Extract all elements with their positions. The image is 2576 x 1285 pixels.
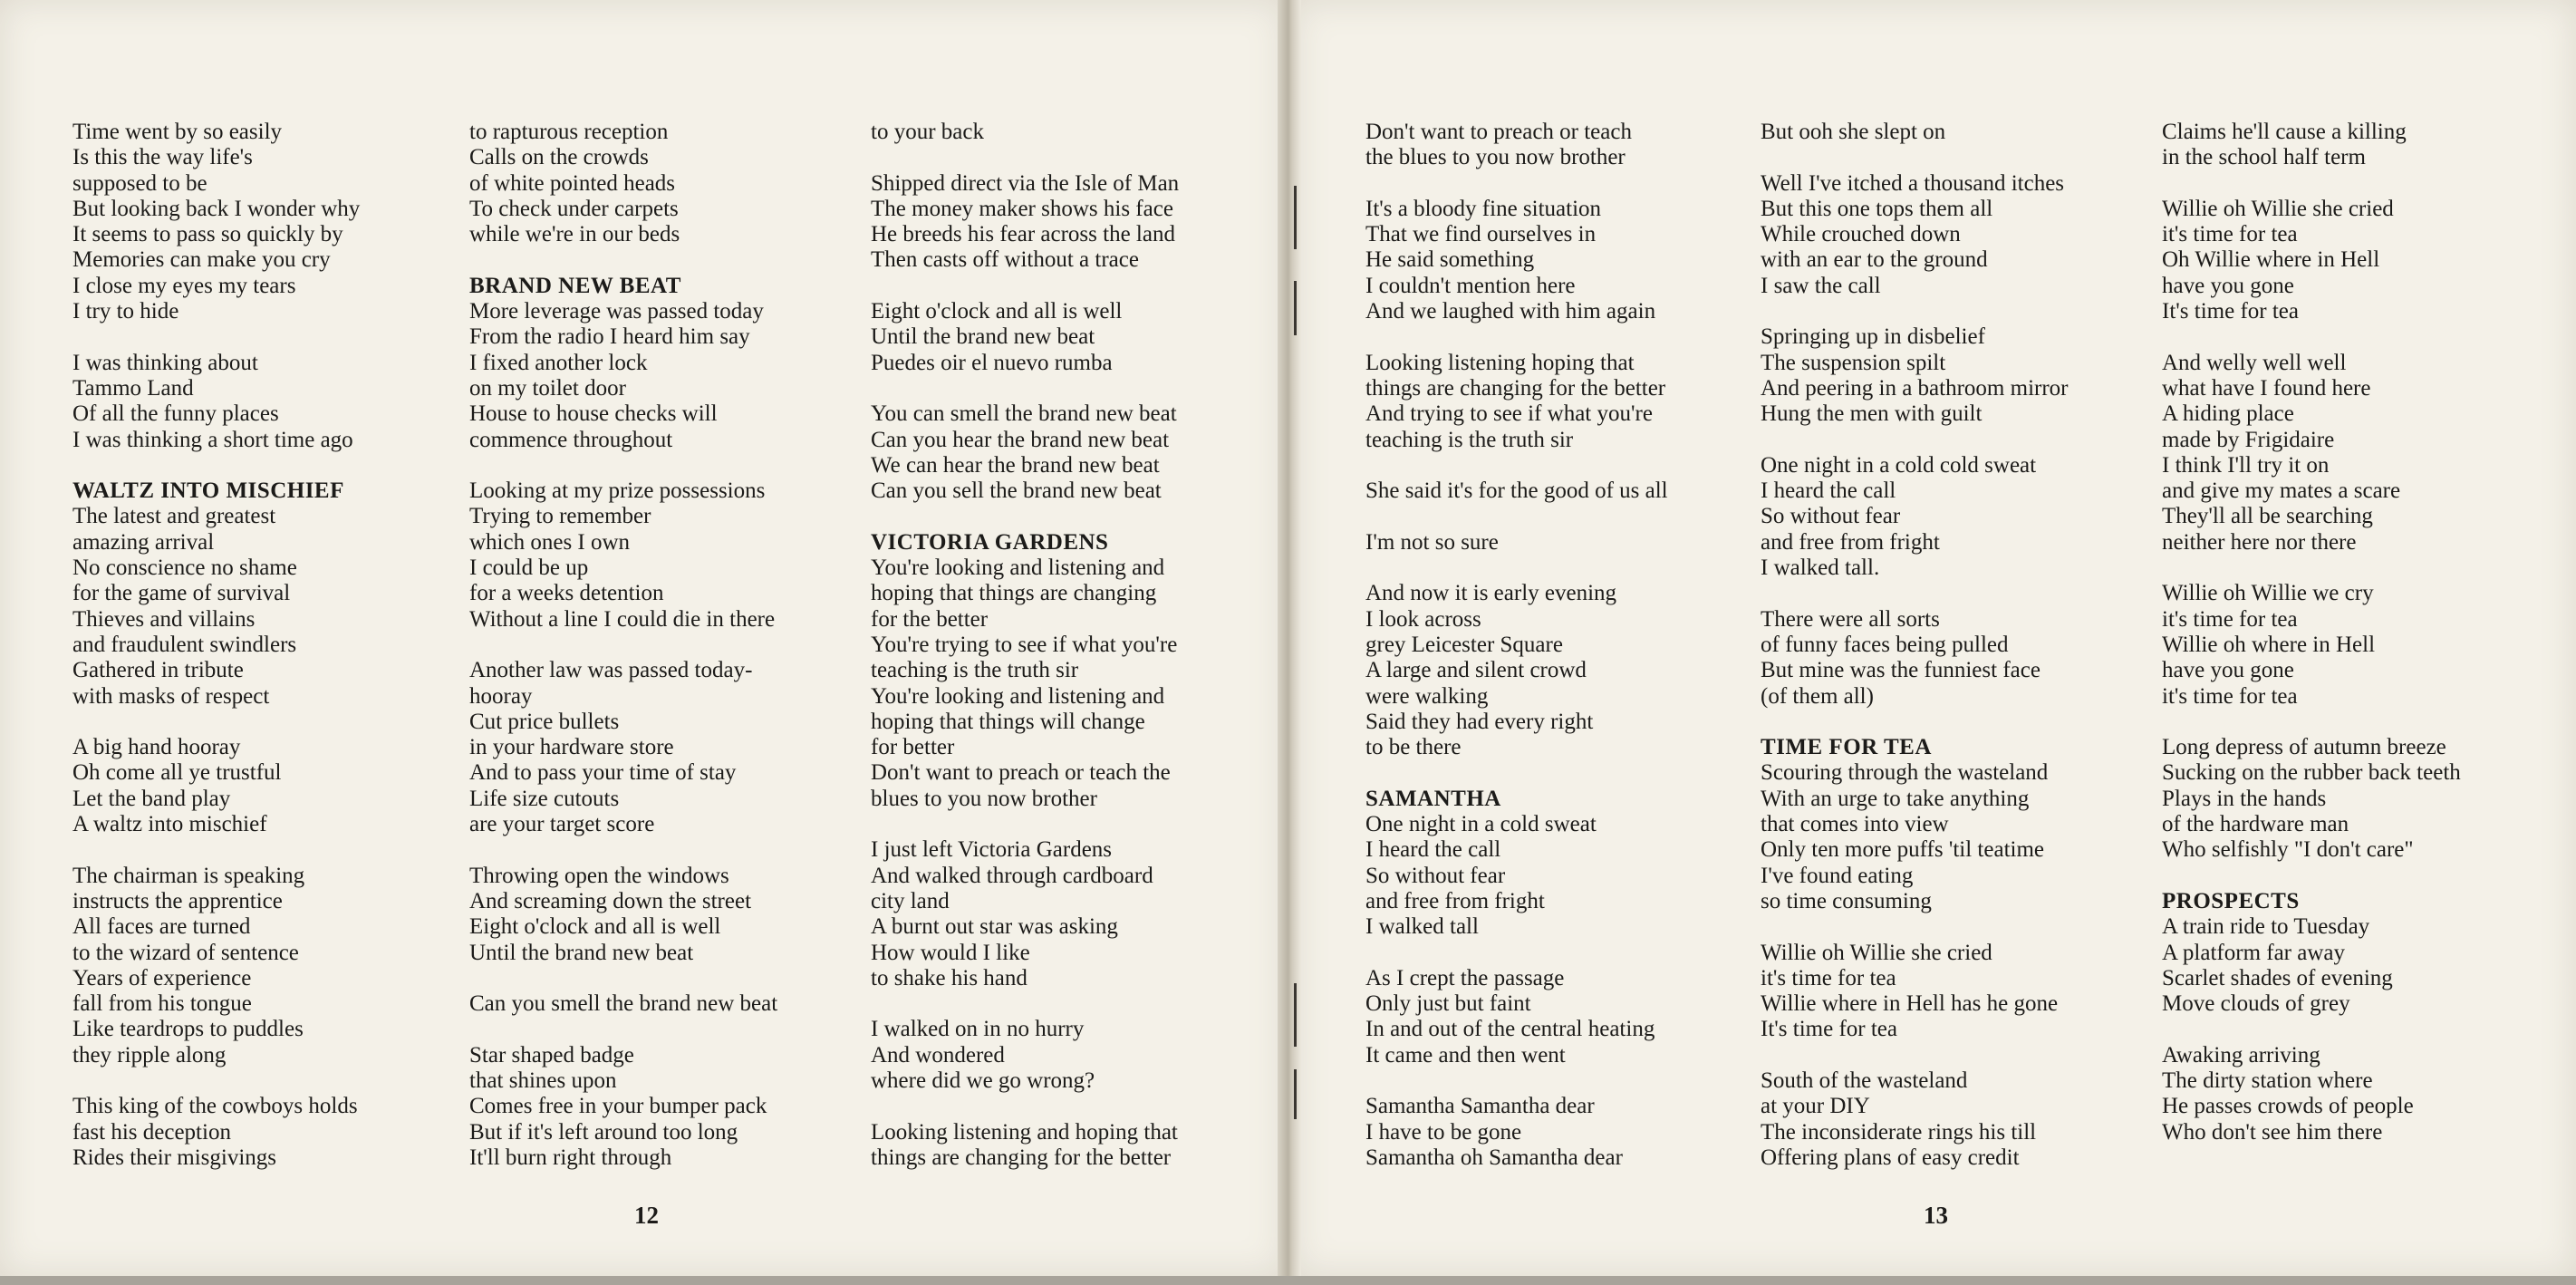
- lyric-line: One night in a cold sweat: [1365, 812, 1597, 837]
- stanza: [1761, 607, 2069, 710]
- lyric-line: The chairman is speaking: [72, 863, 305, 888]
- song-title: WALTZ INTO MISCHIEF: [72, 478, 344, 504]
- lyric-line: A platform far away: [2162, 940, 2346, 965]
- lyric-line: Willie oh where in Hell: [2162, 632, 2376, 657]
- lyric-line: of white pointed heads: [469, 170, 676, 196]
- lyric-line: on my toilet door: [469, 375, 626, 401]
- lyric-line: Awaking arriving: [2162, 1042, 2320, 1068]
- stanza: [469, 1043, 777, 1171]
- scan-edge: [0, 1276, 2576, 1285]
- lyric-line: where did we go wrong?: [871, 1068, 1095, 1093]
- stanza: [871, 401, 1179, 504]
- lyric-line: while we're in our beds: [469, 222, 680, 247]
- stanza: [1365, 530, 1668, 556]
- lyric-line: neither here nor there: [2162, 529, 2357, 555]
- lyric-line: Don't want to preach or teach the: [871, 760, 1171, 786]
- lyric-line: and free from fright: [1365, 888, 1545, 913]
- lyric-line: He said something: [1365, 247, 1535, 273]
- lyric-line: for the better: [871, 606, 989, 632]
- lyrics-column: [2162, 120, 2461, 1145]
- lyric-line: From the radio I heard him say: [469, 324, 750, 350]
- lyric-line: And walked through cardboard: [871, 863, 1153, 888]
- lyric-line: in your hardware store: [469, 735, 674, 760]
- lyric-line: You're looking and listening and: [871, 683, 1165, 709]
- lyric-line: I heard the call: [1365, 837, 1501, 863]
- lyric-line: More leverage was passed today: [469, 299, 764, 324]
- staple-mark: [1294, 983, 1297, 1047]
- lyric-line: Only just but faint: [1365, 991, 1531, 1017]
- lyric-line: How would I like: [871, 940, 1030, 965]
- lyric-line: things are changing for the better: [1365, 375, 1666, 401]
- lyric-line: supposed to be: [72, 170, 207, 196]
- stanza: [1365, 478, 1668, 504]
- stanza: [1761, 1068, 2069, 1171]
- lyric-line: Until the brand new beat: [469, 940, 694, 965]
- lyric-line: Samantha oh Samantha dear: [1365, 1145, 1623, 1170]
- lyric-line: Said they had every right: [1365, 709, 1594, 734]
- lyric-line: Oh Willie where in Hell: [2162, 247, 2380, 273]
- lyric-line: I just left Victoria Gardens: [871, 837, 1113, 863]
- lyric-line: so time consuming: [1761, 888, 1932, 913]
- stanza: [1365, 787, 1668, 941]
- lyric-line: it's time for tea: [1761, 965, 1896, 990]
- lyric-line: And we laughed with him again: [1365, 299, 1656, 324]
- lyric-line: blues to you now brother: [871, 786, 1097, 811]
- lyric-line: Comes free in your bumper pack: [469, 1094, 767, 1119]
- lyric-line: teaching is the truth sir: [1365, 427, 1574, 452]
- lyric-line: You can smell the brand new beat: [871, 401, 1177, 427]
- stanza: [72, 478, 360, 710]
- lyrics-column: [469, 120, 777, 1171]
- lyric-line: Only ten more puffs 'til teatime: [1761, 837, 2045, 863]
- stanza: [2162, 889, 2461, 1017]
- lyric-line: and give my mates a scare: [2162, 478, 2401, 504]
- lyric-line: Can you hear the brand new beat: [871, 427, 1170, 452]
- lyric-line: with masks of respect: [72, 683, 270, 709]
- lyric-line: and free from fright: [1761, 529, 1940, 555]
- lyric-line: Willie oh Willie we cry: [2162, 581, 2374, 606]
- lyric-line: grey Leicester Square: [1365, 632, 1563, 657]
- lyric-line: Years of experience: [72, 965, 252, 990]
- lyric-line: fast his deception: [72, 1119, 231, 1145]
- lyric-line: I look across: [1365, 606, 1481, 632]
- stanza: [1761, 941, 2069, 1043]
- lyric-line: Cut price bullets: [469, 709, 620, 734]
- lyric-line: South of the wasteland: [1761, 1068, 1968, 1093]
- lyric-line: Eight o'clock and all is well: [469, 914, 721, 940]
- lyric-line: in the school half term: [2162, 145, 2366, 170]
- lyric-line: We can hear the brand new beat: [871, 452, 1160, 478]
- lyric-line: With an urge to take anything: [1761, 786, 2030, 811]
- stanza: [469, 274, 777, 453]
- lyric-line: And welly well well: [2162, 350, 2347, 375]
- lyric-line: And trying to see if what you're: [1365, 401, 1653, 427]
- lyric-line: It's time for tea: [2162, 299, 2299, 324]
- lyric-line: I've found eating: [1761, 863, 1914, 888]
- lyric-line: Looking at my prize possessions: [469, 478, 766, 504]
- lyric-line: I could be up: [469, 556, 589, 581]
- lyric-line: of funny faces being pulled: [1761, 632, 2009, 657]
- booklet-spine: [1278, 0, 1301, 1280]
- lyric-line: I'm not so sure: [1365, 529, 1499, 555]
- lyric-line: I heard the call: [1761, 478, 1896, 504]
- lyric-line: Like teardrops to puddles: [72, 1017, 304, 1042]
- lyric-line: The suspension spilt: [1761, 350, 1946, 375]
- lyric-line: The inconsiderate rings his till: [1761, 1119, 2037, 1145]
- lyric-line: I walked tall: [1365, 914, 1479, 940]
- lyric-line: You're trying to see if what you're: [871, 632, 1178, 657]
- lyric-line: There were all sorts: [1761, 606, 1940, 632]
- lyric-line: of the hardware man: [2162, 812, 2349, 837]
- stanza: [871, 530, 1179, 812]
- stanza: [2162, 120, 2461, 171]
- lyric-line: I couldn't mention here: [1365, 273, 1576, 298]
- lyric-line: A waltz into mischief: [72, 812, 267, 837]
- lyric-line: The dirty station where: [2162, 1068, 2373, 1093]
- lyric-line: I try to hide: [72, 299, 179, 324]
- lyric-line: Trying to remember: [469, 504, 651, 529]
- lyric-line: A hiding place: [2162, 401, 2294, 427]
- lyric-line: it's time for tea: [2162, 606, 2298, 632]
- stanza: [1761, 324, 2069, 427]
- staple-mark: [1294, 281, 1297, 335]
- stanza: [871, 1120, 1179, 1172]
- lyric-line: for a weeks detention: [469, 581, 664, 606]
- lyric-line: Claims he'll cause a killing: [2162, 120, 2407, 144]
- lyric-line: that comes into view: [1761, 812, 1949, 837]
- lyric-line: Throwing open the windows: [469, 863, 729, 888]
- lyric-line: Move clouds of grey: [2162, 991, 2350, 1017]
- stanza: [72, 120, 360, 324]
- lyric-line: I have to be gone: [1365, 1119, 1522, 1145]
- lyric-line: Looking listening hoping that: [1365, 350, 1635, 375]
- lyric-line: the blues to you now brother: [1365, 145, 1626, 170]
- lyric-line: Time went by so easily: [72, 120, 283, 144]
- stanza: [871, 171, 1179, 274]
- lyric-line: House to house checks will: [469, 401, 718, 427]
- lyric-line: Don't want to preach or teach: [1365, 120, 1632, 144]
- lyric-line: One night in a cold cold sweat: [1761, 452, 2037, 478]
- lyric-line: for the game of survival: [72, 581, 291, 606]
- lyric-line: To check under carpets: [469, 196, 679, 221]
- lyric-line: Another law was passed today-: [469, 658, 753, 683]
- lyric-line: Is this the way life's: [72, 145, 253, 170]
- page-12: [0, 0, 1285, 1276]
- stanza: [1761, 171, 2069, 299]
- lyric-line: A burnt out star was asking: [871, 914, 1118, 940]
- lyric-line: In and out of the central heating: [1365, 1017, 1655, 1042]
- lyric-line: I saw the call: [1761, 273, 1881, 298]
- lyric-line: it's time for tea: [2162, 683, 2298, 709]
- lyric-line: Puedes oir el nuevo rumba: [871, 350, 1113, 375]
- lyric-line: they ripple along: [72, 1042, 227, 1068]
- lyric-line: Willie where in Hell has he gone: [1761, 991, 2059, 1017]
- lyric-line: And peering in a bathroom mirror: [1761, 375, 2069, 401]
- lyric-line: He breeds his fear across the land: [871, 222, 1175, 247]
- lyric-line: That we find ourselves in: [1365, 222, 1597, 247]
- lyric-line: Tammo Land: [72, 375, 194, 401]
- lyric-line: hoping that things will change: [871, 709, 1145, 734]
- lyric-line: teaching is the truth sir: [871, 658, 1079, 683]
- page-number: 12: [634, 1202, 659, 1229]
- lyric-line: (of them all): [1761, 683, 1874, 709]
- page-13: [1294, 0, 2576, 1276]
- lyrics-column: [871, 120, 1179, 1171]
- lyric-line: Rides their misgivings: [72, 1145, 276, 1170]
- lyric-line: Can you smell the brand new beat: [469, 991, 778, 1017]
- lyric-line: I fixed another lock: [469, 350, 648, 375]
- lyric-line: This king of the cowboys holds: [72, 1094, 358, 1119]
- lyric-line: And now it is early evening: [1365, 581, 1617, 606]
- lyric-line: He passes crowds of people: [2162, 1094, 2414, 1119]
- stanza: [2162, 1043, 2461, 1145]
- lyric-line: And screaming down the street: [469, 888, 752, 913]
- lyric-line: Who selfishly "I don't care": [2162, 837, 2414, 863]
- lyric-line: and fraudulent swindlers: [72, 632, 297, 657]
- lyric-line: I walked on in no hurry: [871, 1017, 1085, 1042]
- lyric-line: Willie oh Willie she cried: [1761, 940, 1992, 965]
- lyric-line: it's time for tea: [2162, 222, 2298, 247]
- lyric-line: Without a line I could die in there: [469, 606, 776, 632]
- lyric-line: hooray: [469, 683, 533, 709]
- lyric-line: Can you sell the brand new beat: [871, 478, 1162, 504]
- lyric-line: The latest and greatest: [72, 504, 276, 529]
- lyric-line: Star shaped badge: [469, 1042, 634, 1068]
- lyric-line: But looking back I wonder why: [72, 196, 361, 221]
- stanza: [1761, 453, 2069, 581]
- stanza: [469, 120, 777, 247]
- lyric-line: It's time for tea: [1761, 1017, 1897, 1042]
- lyric-line: city land: [871, 888, 950, 913]
- stanza: [469, 991, 777, 1017]
- lyric-line: Willie oh Willie she cried: [2162, 196, 2394, 221]
- song-title: PROSPECTS: [2162, 888, 2300, 913]
- lyric-line: Sucking on the rubber back teeth: [2162, 760, 2461, 786]
- lyric-line: I walked tall.: [1761, 556, 1880, 581]
- stanza: [2162, 197, 2461, 324]
- stanza: [469, 658, 777, 837]
- lyric-line: They'll all be searching: [2162, 504, 2373, 529]
- lyric-line: at your DIY: [1761, 1094, 1870, 1119]
- lyric-line: But if it's left around too long: [469, 1119, 738, 1145]
- lyric-line: Scouring through the wasteland: [1761, 760, 2049, 786]
- stanza: [871, 837, 1179, 991]
- lyric-line: instructs the apprentice: [72, 888, 283, 913]
- lyrics-column: [1761, 120, 2069, 1171]
- lyric-line: have you gone: [2162, 273, 2294, 298]
- lyric-line: Scarlet shades of evening: [2162, 965, 2393, 990]
- lyric-line: Gathered in tribute: [72, 658, 244, 683]
- lyric-line: to shake his hand: [871, 965, 1028, 990]
- song-title: BRAND NEW BEAT: [469, 273, 681, 298]
- lyric-line: It came and then went: [1365, 1042, 1566, 1068]
- staple-mark: [1294, 1069, 1297, 1119]
- lyric-line: to rapturous reception: [469, 120, 669, 144]
- lyric-line: Who don't see him there: [2162, 1119, 2383, 1145]
- lyric-line: which ones I own: [469, 529, 631, 555]
- song-title: SAMANTHA: [1365, 786, 1501, 811]
- staple-mark: [1294, 186, 1297, 249]
- lyric-line: Springing up in disbelief: [1761, 324, 1985, 350]
- lyric-line: what have I found here: [2162, 375, 2371, 401]
- stanza: [1761, 735, 2069, 914]
- stanza: [1365, 120, 1668, 171]
- lyric-line: for better: [871, 735, 955, 760]
- stanza: [2162, 351, 2461, 556]
- lyric-line: Well I've itched a thousand itches: [1761, 170, 2065, 196]
- lyric-line: But mine was the funniest face: [1761, 658, 2041, 683]
- lyric-line: Of all the funny places: [72, 401, 279, 427]
- lyric-line: As I crept the passage: [1365, 965, 1565, 990]
- lyric-line: amazing arrival: [72, 529, 215, 555]
- stanza: [72, 351, 360, 453]
- stanza: [1365, 966, 1668, 1068]
- lyric-line: While crouched down: [1761, 222, 1961, 247]
- lyric-line: with an ear to the ground: [1761, 247, 1988, 273]
- lyric-line: Hung the men with guilt: [1761, 401, 1983, 427]
- lyric-line: Offering plans of easy credit: [1761, 1145, 2020, 1170]
- stanza: [871, 120, 1179, 145]
- lyric-line: Thieves and villains: [72, 606, 256, 632]
- lyric-line: Calls on the crowds: [469, 145, 649, 170]
- stanza: [1365, 351, 1668, 453]
- stanza: [2162, 581, 2461, 709]
- lyric-line: to the wizard of sentence: [72, 940, 299, 965]
- lyric-line: You're looking and listening and: [871, 556, 1165, 581]
- page-number: 13: [1924, 1202, 1948, 1229]
- lyric-line: All faces are turned: [72, 914, 251, 940]
- lyric-line: A large and silent crowd: [1365, 658, 1587, 683]
- stanza: [1761, 120, 2069, 145]
- lyric-line: Until the brand new beat: [871, 324, 1095, 350]
- lyric-line: I was thinking a short time ago: [72, 427, 353, 452]
- lyric-line: were walking: [1365, 683, 1489, 709]
- stanza: [469, 478, 777, 633]
- stanza: [1365, 1094, 1668, 1171]
- lyric-line: Memories can make you cry: [72, 247, 331, 273]
- lyric-line: I close my eyes my tears: [72, 273, 296, 298]
- lyric-line: commence throughout: [469, 427, 673, 452]
- stanza: [72, 1094, 360, 1171]
- lyric-line: fall from his tongue: [72, 991, 252, 1017]
- lyric-line: Let the band play: [72, 786, 231, 811]
- lyrics-column: [72, 120, 360, 1171]
- lyric-line: Oh come all ye trustful: [72, 760, 282, 786]
- lyric-line: Life size cutouts: [469, 786, 620, 811]
- lyric-line: And to pass your time of stay: [469, 760, 737, 786]
- lyric-line: But ooh she slept on: [1761, 120, 1946, 144]
- lyric-line: Shipped direct via the Isle of Man: [871, 170, 1180, 196]
- stanza: [2162, 735, 2461, 863]
- lyric-line: And wondered: [871, 1042, 1005, 1068]
- lyric-line: made by Frigidaire: [2162, 427, 2335, 452]
- lyric-line: The money maker shows his face: [871, 196, 1173, 221]
- lyric-line: So without fear: [1761, 504, 1901, 529]
- stanza: [72, 864, 360, 1068]
- lyrics-column: [1365, 120, 1668, 1171]
- lyric-line: things are changing for the better: [871, 1145, 1172, 1170]
- lyric-line: Looking listening and hoping that: [871, 1119, 1178, 1145]
- lyric-line: It's a bloody fine situation: [1365, 196, 1602, 221]
- stanza: [1365, 581, 1668, 760]
- lyric-line: I was thinking about: [72, 350, 258, 375]
- lyric-line: No conscience no shame: [72, 556, 297, 581]
- lyric-line: Samantha Samantha dear: [1365, 1094, 1595, 1119]
- stanza: [72, 735, 360, 837]
- lyric-line: to be there: [1365, 735, 1462, 760]
- lyric-line: have you gone: [2162, 658, 2294, 683]
- song-title: VICTORIA GARDENS: [871, 529, 1109, 555]
- lyric-line: But this one tops them all: [1761, 196, 1993, 221]
- stanza: [1365, 197, 1668, 324]
- lyric-line: So without fear: [1365, 863, 1506, 888]
- lyric-line: I think I'll try it on: [2162, 452, 2330, 478]
- lyric-line: A train ride to Tuesday: [2162, 914, 2370, 940]
- lyric-line: Then casts off without a trace: [871, 247, 1139, 273]
- lyric-line: Eight o'clock and all is well: [871, 299, 1123, 324]
- lyric-line: A big hand hooray: [72, 735, 241, 760]
- stanza: [871, 1017, 1179, 1094]
- stanza: [469, 864, 777, 966]
- lyric-line: hoping that things are changing: [871, 581, 1157, 606]
- song-title: TIME FOR TEA: [1761, 735, 1932, 760]
- lyric-line: It'll burn right through: [469, 1145, 672, 1170]
- stanza: [871, 299, 1179, 376]
- lyric-line: that shines upon: [469, 1068, 617, 1093]
- lyric-line: to your back: [871, 120, 984, 144]
- lyric-line: She said it's for the good of us all: [1365, 478, 1668, 504]
- lyric-line: Plays in the hands: [2162, 786, 2327, 811]
- lyric-line: are your target score: [469, 812, 655, 837]
- lyric-line: It seems to pass so quickly by: [72, 222, 343, 247]
- lyric-line: Long depress of autumn breeze: [2162, 735, 2446, 760]
